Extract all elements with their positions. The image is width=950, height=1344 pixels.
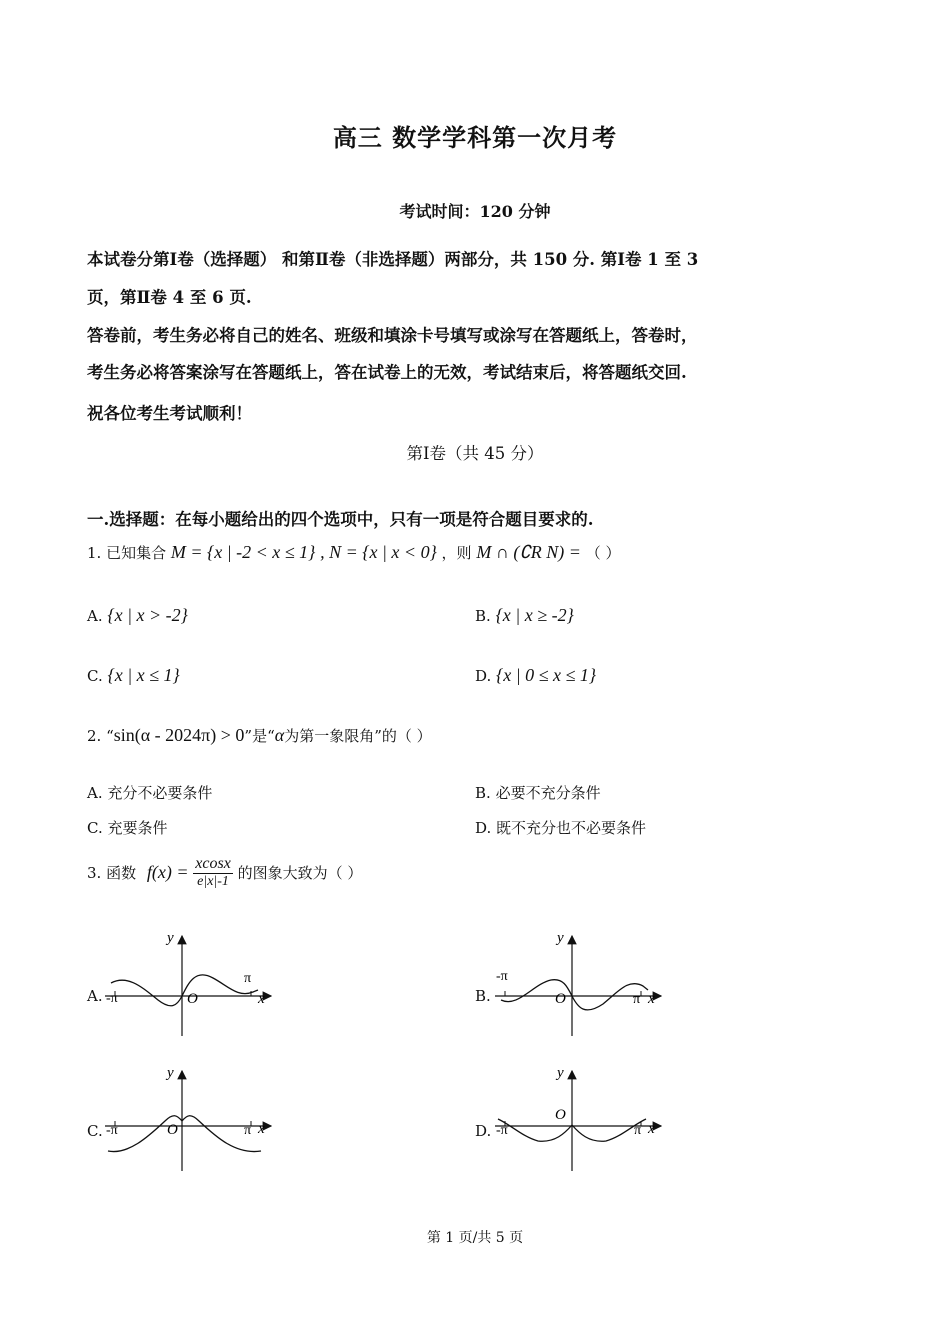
q3-graph-a xyxy=(103,928,283,1040)
origin-label: O xyxy=(167,1122,178,1138)
neg-pi-label: -π xyxy=(106,991,118,1006)
q1-option-d xyxy=(475,665,596,686)
page-footer: 第 1 页/共 5 页 xyxy=(426,1230,524,1246)
option-text: {x | x ≥ -2} xyxy=(495,605,574,625)
option-label: C. xyxy=(87,819,103,837)
option-label: B. xyxy=(475,607,491,625)
q3-numerator: xcosx xyxy=(195,855,231,872)
y-label: y xyxy=(167,1065,174,1081)
intro-line-2: 页，第Ⅱ卷 4 至 6 页. xyxy=(87,288,252,307)
question-2 xyxy=(87,725,432,746)
q3-graph-b xyxy=(493,928,673,1040)
neg-pi-label: -π xyxy=(496,1123,508,1138)
q1-answer-paren: （ ） xyxy=(585,544,621,562)
x-label: x xyxy=(648,991,655,1007)
q1-expr: M ∩ (∁R N) = xyxy=(476,542,581,562)
pi-label: π xyxy=(244,971,252,986)
q2-alpha: α xyxy=(274,725,285,745)
q2-option-b xyxy=(475,782,601,803)
q2-mid: ”是“ xyxy=(244,727,275,745)
option-label: C. xyxy=(87,667,103,685)
q2-expr: sin(α - 2024π) > 0 xyxy=(113,725,245,745)
q3-fx: f(x) = xyxy=(146,862,189,882)
option-label: B. xyxy=(475,784,491,802)
question-3 xyxy=(87,855,362,890)
neg-pi-label: -π xyxy=(496,969,508,984)
x-label: x xyxy=(258,1121,265,1137)
q1-option-a xyxy=(87,605,188,626)
pi-label: π xyxy=(244,1123,252,1138)
page-title: 高三 数学学科第一次月考 xyxy=(332,123,618,152)
q1-mid: ，则 xyxy=(441,544,472,562)
origin-label: O xyxy=(555,991,566,1007)
option-label: D. xyxy=(475,819,492,837)
part-title: 一.选择题：在每小题给出的四个选项中，只有一项是符合题目要求的. xyxy=(87,510,594,529)
option-label: A. xyxy=(87,784,103,802)
neg-pi-label: -π xyxy=(106,1123,118,1138)
q3-option-b-label: B. xyxy=(475,987,491,1005)
q3-fraction xyxy=(193,855,233,890)
option-text: 充要条件 xyxy=(107,819,168,837)
q2-suffix: 为第一象限角”的（ ） xyxy=(284,727,432,745)
curve xyxy=(108,1116,261,1152)
origin-label: O xyxy=(187,991,198,1007)
option-text: 必要不充分条件 xyxy=(495,784,601,802)
option-label: A. xyxy=(87,607,103,625)
y-label: y xyxy=(167,930,174,946)
origin-label: O xyxy=(555,1107,566,1123)
q2-option-c xyxy=(87,817,168,838)
x-label: x xyxy=(258,991,265,1007)
curve xyxy=(501,980,648,1010)
q3-denominator: e|x|-1 xyxy=(197,874,229,889)
y-label: y xyxy=(557,930,564,946)
q2-prefix: 2. “ xyxy=(87,727,114,745)
section-title: 第Ⅰ卷（共 45 分） xyxy=(406,444,544,463)
q3-suffix: 的图象大致为（ ） xyxy=(237,864,363,882)
x-label: x xyxy=(648,1121,655,1137)
intro-line-1: 本试卷分第Ⅰ卷（选择题） 和第Ⅱ卷（非选择题）两部分，共 150 分. 第Ⅰ卷 1 至 3 xyxy=(87,250,699,269)
q1-set-n: , N = {x | x < 0} xyxy=(320,542,437,562)
intro-line-4: 考生务必将答案涂写在答题纸上，答在试卷上的无效，考试结束后，将答题纸交回. xyxy=(87,363,687,382)
option-text: 既不充分也不必要条件 xyxy=(496,819,647,837)
q3-option-c-label: C. xyxy=(87,1122,103,1140)
q2-option-a xyxy=(87,782,212,803)
q1-option-c xyxy=(87,665,180,686)
option-label: D. xyxy=(475,667,492,685)
exam-time: 考试时间：120 分钟 xyxy=(399,202,551,221)
question-1 xyxy=(87,542,621,563)
intro-line-3: 答卷前，考生务必将自己的姓名、班级和填涂卡号填写或涂写在答题纸上，答卷时， xyxy=(87,326,698,345)
pi-label: π xyxy=(634,1123,642,1138)
option-text: {x | x > -2} xyxy=(107,605,188,625)
q3-graph-c xyxy=(103,1063,283,1175)
pi-label: π xyxy=(633,992,641,1007)
y-label: y xyxy=(557,1065,564,1081)
q3-option-d-label: D. xyxy=(475,1122,492,1140)
q3-prefix: 3. 函数 xyxy=(87,864,137,882)
curve xyxy=(111,975,258,1006)
intro-line-5: 祝各位考生考试顺利！ xyxy=(87,404,252,423)
q3-graph-d xyxy=(493,1063,673,1175)
option-text: {x | x ≤ 1} xyxy=(107,665,180,685)
q3-option-a-label: A. xyxy=(87,987,103,1005)
option-text: 充分不必要条件 xyxy=(107,784,213,802)
q2-option-d xyxy=(475,817,646,838)
option-text: {x | 0 ≤ x ≤ 1} xyxy=(496,665,597,685)
q1-set-m: M = {x | -2 < x ≤ 1} xyxy=(170,542,316,562)
q1-prefix: 1. 已知集合 xyxy=(87,544,167,562)
q1-option-b xyxy=(475,605,574,626)
